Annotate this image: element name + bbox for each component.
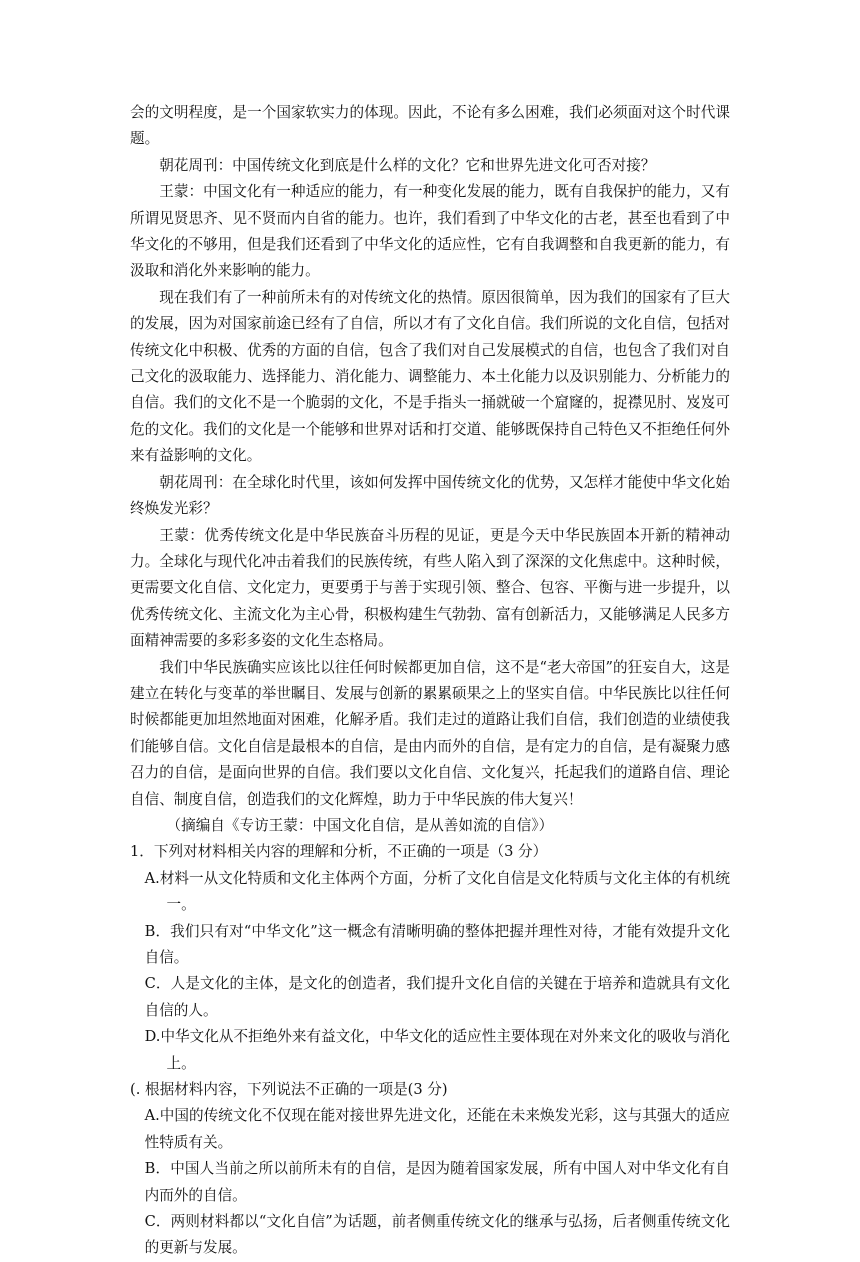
source-citation: （摘编自《专访王蒙：中国文化自信，是从善如流的自信》） [166, 816, 554, 834]
question-1-option-d: D.中华文化从不拒绝外来有益文化，中华文化的适应性主要体现在对外来文化的吸收与消化上。 [144, 1028, 730, 1072]
question-1-option-b: B．我们只有对“中华文化”这一概念有清晰明确的整体把握并理性对待，才能有效提升文化自信。 [144, 922, 730, 966]
question-2-option-a: A.中国的传统文化不仅现在能对接世界先进文化，还能在未来焕发光彩，这与其强大的适应性特质有关。 [144, 1107, 730, 1151]
question-2-option-b: B．中国人当前之所以前所未有的自信，是因为随着国家发展，所有中国人对中华文化有自内而外的自信。 [144, 1160, 730, 1204]
question-1-option-a: A.材料一从文化特质和文化主体两个方面，分析了文化自信是文化特质与文化主体的有机统一。 [144, 869, 730, 914]
paragraph: 我们中华民族确实应该比以往任何时候都更加自信，这不是“老大帝国”的狂妄自大，这是建立在转化与变革的举世瞩目、发展与创新的累累硕果之上的坚实自信。中华民族比以往任何时候都能更加坦然地面对困难，化解矛盾。我们走过的道路让我们自信，我们创造的业绩使我们能够自信。文化自信是最根本的自信，是由内而外的自信，是有定力的自信，是有凝聚力感召力的自信，是面向世界的自信。我们要以文化自信、文化复兴，托起我们的道路自信、理论自信、制度自信，创造我们的文化辉煌，助力于中华民族的伟大复兴！ [130, 658, 730, 808]
paragraph: 朝花周刊：中国传统文化到底是什么样的文化？它和世界先进文化可否对接？ [159, 156, 656, 174]
question-2-stem: (. 根据材料内容，下列说法不正确的一项是(3 分) [130, 1081, 448, 1099]
paragraph: 会的文明程度，是一个国家软实力的体现。因此，不论有多么困难，我们必须面对这个时代课题。 [130, 104, 730, 148]
question-1-stem: 1．下列对材料相关内容的理解和分析，不正确的一项是（3 分） [130, 843, 548, 861]
paragraph: 王蒙：中国文化有一种适应的能力，有一种变化发展的能力，既有自我保护的能力，又有所谓见贤思齐、见不贤而内自省的能力。也许，我们看到了中华文化的古老，甚至也看到了中华文化的不够用，但是我们还看到了中华文化的适应性，它有自我调整和自我更新的能力，有汲取和消化外来影响的能力。 [130, 183, 730, 280]
document-page [130, 100, 730, 1262]
paragraph: 王蒙：优秀传统文化是中华民族奋斗历程的见证，更是今天中华民族固本开新的精神动力。全球化与现代化冲击着我们的民族传统，有些人陷入到了深深的文化焦虑中。这种时候，更需要文化自信、文化定力，更要勇于与善于实现引领、整合、包容、平衡与进一步提升，以优秀传统文化、主流文化为主心骨，积极构建生气勃勃、富有创新活力，又能够满足人民多方面精神需要的多彩多姿的文化生态格局。 [130, 526, 730, 650]
question-2-option-c: C．两则材料都以“文化自信”为话题，前者侧重传统文化的继承与弘扬，后者侧重传统文化的更新与发展。 [144, 1213, 730, 1257]
question-1-option-c: C．人是文化的主体，是文化的创造者，我们提升文化自信的关键在于培养和造就具有文化自信的人。 [144, 975, 730, 1019]
paragraph: 朝花周刊：在全球化时代里，该如何发挥中国传统文化的优势，又怎样才能使中华文化始终焕发光彩？ [130, 473, 730, 518]
paragraph: 现在我们有了一种前所未有的对传统文化的热情。原因很简单，因为我们的国家有了巨大的发展，因为对国家前途已经有了自信，所以才有了文化自信。我们所说的文化自信，包括对传统文化中积极、优秀的方面的自信，包含了我们对自己发展模式的自信，也包含了我们对自己文化的汲取能力、选择能力、消化能力、调整能力、本土化能力以及识别能力、分析能力的自信。我们的文化不是一个脆弱的文化，不是手指头一捅就破一个窟窿的，捉襟见肘、岌岌可危的文化。我们的文化是一个能够和世界对话和打交道、能够既保持自己特色又不拒绝任何外来有益影响的文化。 [130, 288, 730, 465]
